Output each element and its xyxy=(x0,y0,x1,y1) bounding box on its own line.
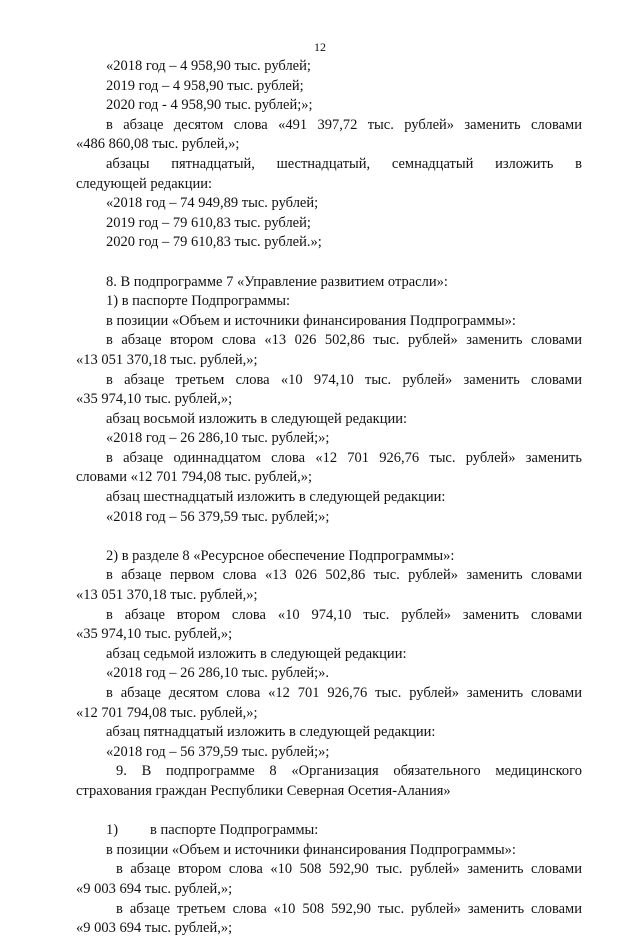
paragraph-gap xyxy=(76,802,582,822)
numbered-item xyxy=(76,821,582,841)
text-line: «2018 год – 74 949,89 тыс. рублей; xyxy=(106,195,319,212)
text-line: «9 003 694 тыс. рублей,»; xyxy=(76,920,233,937)
text-line: в абзаце третьем слова «10 508 592,90 тыс. рублей» заменить словами xyxy=(116,900,582,917)
text-line: «12 701 794,08 тыс. рублей,»; xyxy=(76,704,258,721)
text-line: 1) в паспорте Подпрограммы: xyxy=(106,293,290,310)
text-line: в позиции «Объем и источники финансирования Подпрограммы»: xyxy=(106,841,516,858)
text-line: 2020 год - 4 958,90 тыс. рублей;»; xyxy=(106,97,313,114)
text-line: в абзаце втором слова «13 026 502,86 тыс. рублей» заменить словами xyxy=(106,332,582,349)
text-line: «2018 год – 26 286,10 тыс. рублей;». xyxy=(106,665,330,682)
text-line: 2019 год – 79 610,83 тыс. рублей; xyxy=(106,214,311,231)
text-line: «35 974,10 тыс. рублей,»; xyxy=(76,391,233,408)
text-line: в абзаце втором слова «10 974,10 тыс. рублей» заменить словами xyxy=(106,606,582,623)
text-line: в абзаце первом слова «13 026 502,86 тыс. рублей» заменить словами xyxy=(106,567,582,584)
text-line: словами «12 701 794,08 тыс. рублей,»; xyxy=(76,469,313,486)
text-line: 2019 год – 4 958,90 тыс. рублей; xyxy=(106,77,304,94)
document-body xyxy=(76,57,582,939)
text-line: «2018 год – 56 379,59 тыс. рублей;»; xyxy=(106,508,330,525)
section-heading: 2) в разделе 8 «Ресурсное обеспечение Подпрограммы»: xyxy=(106,547,455,564)
text-line: «35 974,10 тыс. рублей,»; xyxy=(76,626,233,643)
text-line: абзац шестнадцатый изложить в следующей редакции: xyxy=(106,489,446,506)
text-line: абзацы пятнадцатый, шестнадцатый, семнадцатый изложить в xyxy=(106,155,582,172)
text-line: абзац восьмой изложить в следующей редакции: xyxy=(106,410,408,427)
page-number: 12 xyxy=(314,40,326,54)
text-line: «9 003 694 тыс. рублей,»; xyxy=(76,880,233,897)
text-line: «2018 год – 56 379,59 тыс. рублей;»; xyxy=(106,743,330,760)
text-line: 2020 год – 79 610,83 тыс. рублей.»; xyxy=(106,234,322,251)
text-line: «13 051 370,18 тыс. рублей,»; xyxy=(76,351,258,368)
text-line: страхования граждан Республики Северная Осетия-Алания» xyxy=(76,782,451,799)
text-line: «2018 год – 4 958,90 тыс. рублей; xyxy=(106,58,311,74)
text-line: «486 860,08 тыс. рублей,»; xyxy=(76,136,240,153)
text-line: в абзаце одиннадцатом слова «12 701 926,76 тыс. рублей» заменить xyxy=(106,449,582,466)
paragraph-gap xyxy=(76,527,582,547)
paragraph-gap xyxy=(76,253,582,273)
text-line: абзац седьмой изложить в следующей редакции: xyxy=(106,645,407,662)
text-line: в позиции «Объем и источники финансирования Подпрограммы»: xyxy=(106,312,516,329)
text-line: «13 051 370,18 тыс. рублей,»; xyxy=(76,587,258,604)
text-line: следующей редакции: xyxy=(76,175,213,192)
text-line: «2018 год – 26 286,10 тыс. рублей;»; xyxy=(106,430,330,447)
item-number: 1) xyxy=(106,822,119,839)
text-line: в абзаце третьем слова «10 974,10 тыс. рублей» заменить словами xyxy=(106,371,582,388)
text-line: в абзаце десятом слова «491 397,72 тыс. рублей» заменить словами xyxy=(106,116,582,133)
section-heading: 9. В подпрограмме 8 «Организация обязательного медицинского xyxy=(116,763,582,780)
section-heading: 8. В подпрограмме 7 «Управление развитием отрасли»: xyxy=(106,273,448,290)
text-line: в абзаце десятом слова «12 701 926,76 тыс. рублей» заменить словами xyxy=(106,685,582,701)
item-text: в паспорте Подпрограммы: xyxy=(150,822,319,839)
text-line: в абзаце втором слова «10 508 592,90 тыс. рублей» заменить словами xyxy=(116,861,582,878)
text-line: абзац пятнадцатый изложить в следующей редакции: xyxy=(106,724,436,741)
